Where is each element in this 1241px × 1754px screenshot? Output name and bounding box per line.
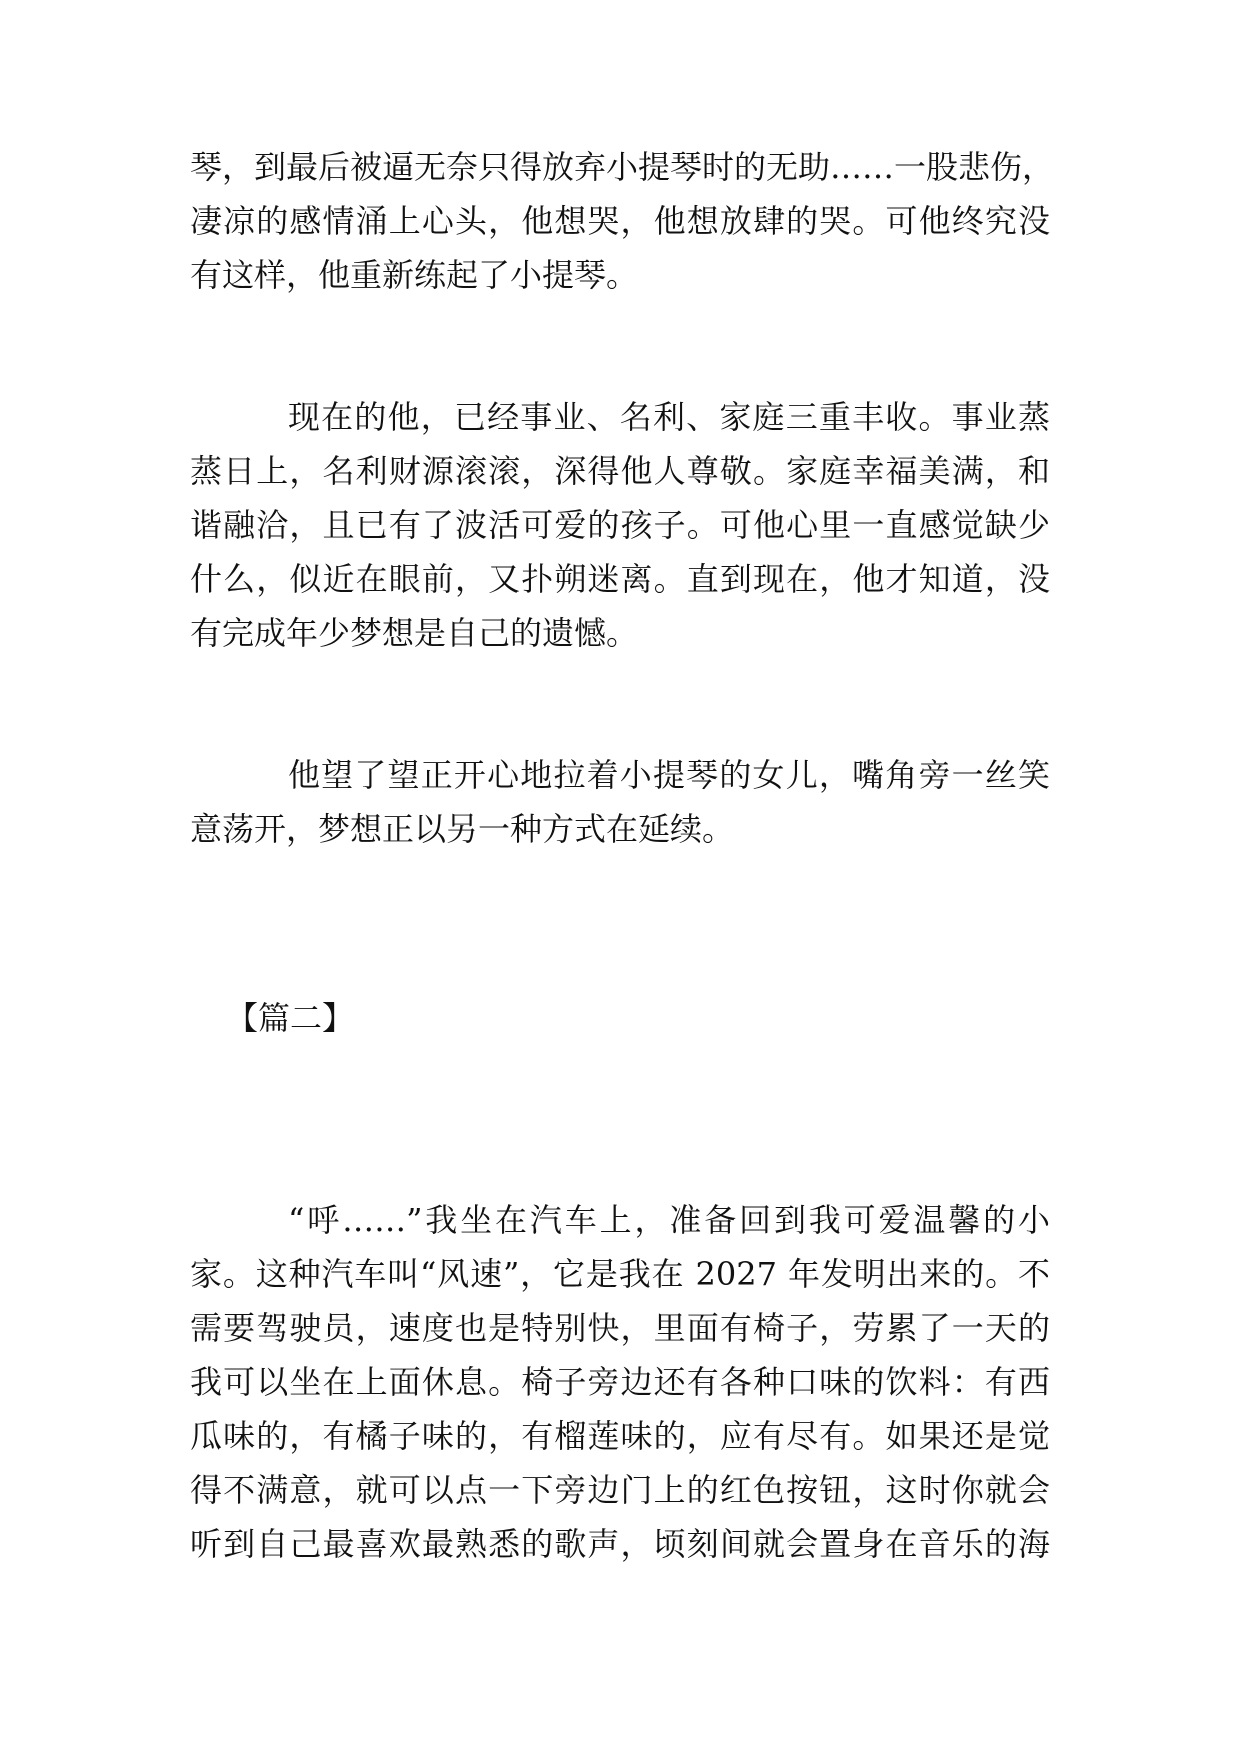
paragraph-2-line-4: 什么，似近在眼前，又扑朔迷离。直到现在，他才知道，没 (190, 560, 1050, 598)
section-title: 【篇二】 (226, 999, 355, 1037)
section2-line-3: 需要驾驶员，速度也是特别快，里面有椅子，劳累了一天的 (190, 1309, 1050, 1347)
paragraph-2-line-1: 现在的他，已经事业、名利、家庭三重丰收。事业蒸 (288, 398, 1050, 436)
paragraph-3-line-1: 他望了望正开心地拉着小提琴的女儿，嘴角旁一丝笑 (288, 756, 1050, 794)
section2-line-4: 我可以坐在上面休息。椅子旁边还有各种口味的饮料：有西 (190, 1363, 1050, 1401)
section2-line-1: “呼……”我坐在汽车上，准备回到我可爱温馨的小 (288, 1201, 1050, 1239)
section2-line-2: 家。这种汽车叫“风速”，它是我在 2027 年发明出来的。不 (190, 1255, 1050, 1293)
paragraph-2-line-5: 有完成年少梦想是自己的遗憾。 (190, 614, 639, 652)
paragraph-2-line-2: 蒸日上，名利财源滚滚，深得他人尊敬。家庭幸福美满，和 (190, 452, 1050, 490)
section2-line-6: 得不满意，就可以点一下旁边门上的红色按钮，这时你就会 (190, 1471, 1050, 1509)
paragraph-1-line-1: 琴，到最后被逼无奈只得放弃小提琴时的无助……一股悲伤， (190, 148, 1055, 186)
paragraph-1-line-3: 有这样，他重新练起了小提琴。 (190, 256, 639, 294)
paragraph-2-line-3: 谐融洽，且已有了波活可爱的孩子。可他心里一直感觉缺少 (190, 506, 1050, 544)
section2-line-7: 听到自己最喜欢最熟悉的歌声，顷刻间就会置身在音乐的海 (190, 1525, 1050, 1563)
paragraph-1-line-2: 凄凉的感情涌上心头，他想哭，他想放肆的哭。可他终究没 (190, 202, 1050, 240)
section2-line-5: 瓜味的，有橘子味的，有榴莲味的，应有尽有。如果还是觉 (190, 1417, 1050, 1455)
paragraph-3-line-2: 意荡开，梦想正以另一种方式在延续。 (190, 810, 735, 848)
